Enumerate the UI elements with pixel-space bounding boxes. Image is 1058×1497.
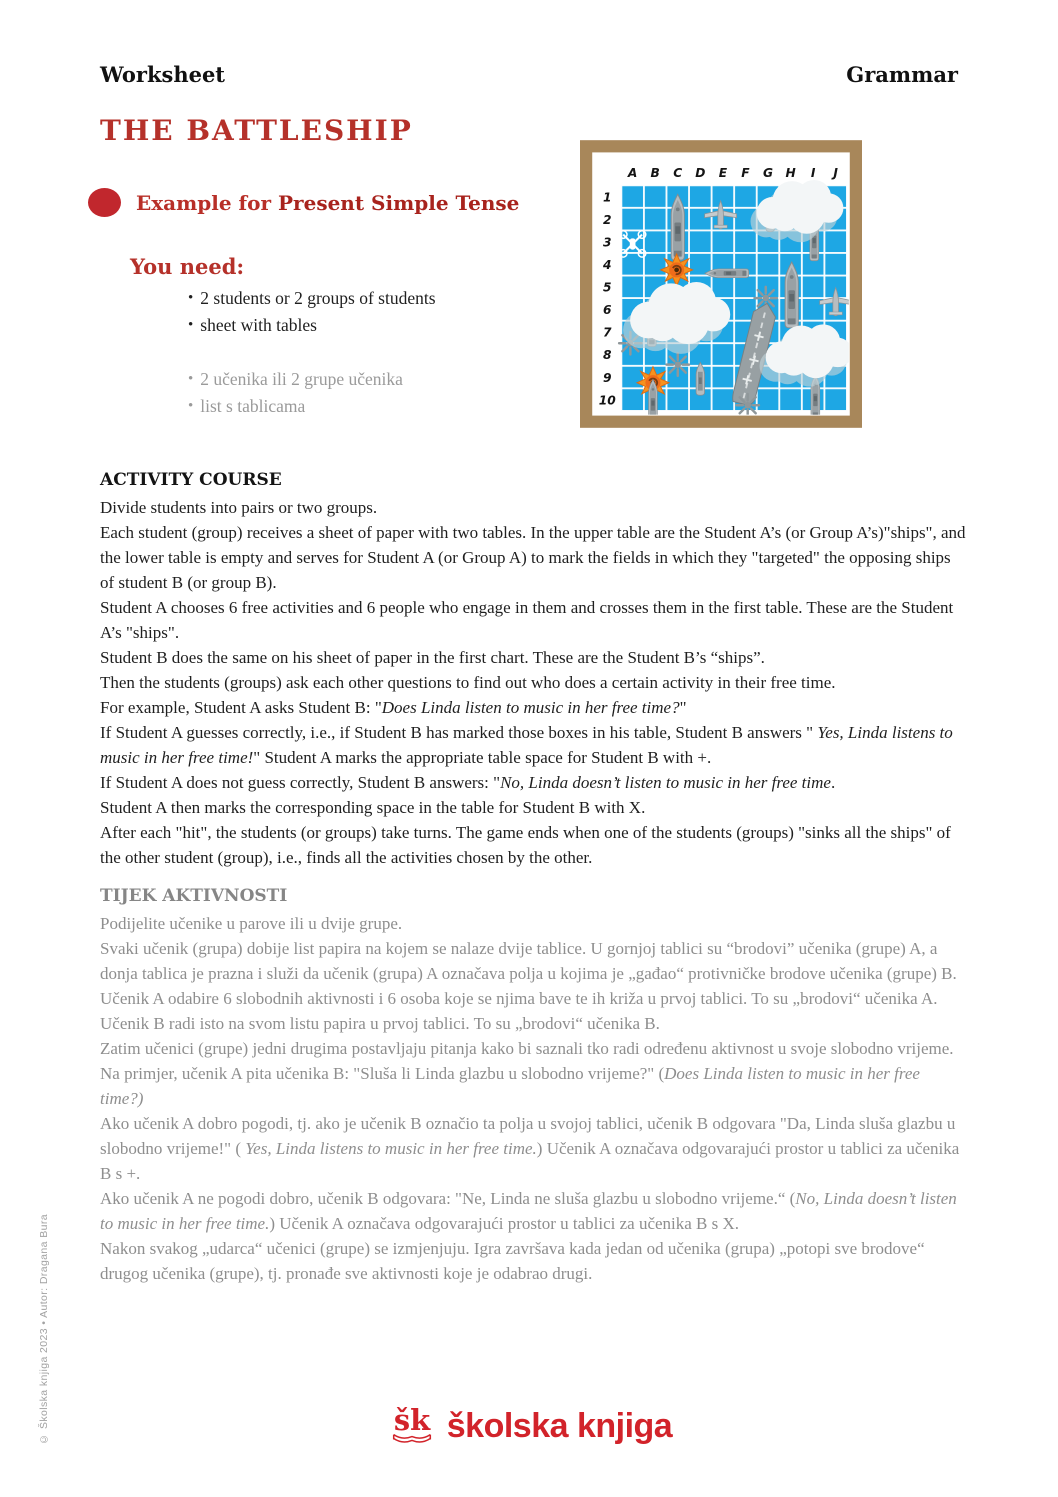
publisher-logo — [0, 1400, 1058, 1452]
you-need-list-en — [188, 285, 436, 339]
svg-text:5: 5 — [603, 280, 612, 295]
paragraph: After each "hit", the students (or groups) take turns. The game ends when one of the students (groups) "sinks all the ships" of the other student (group), i.e., finds all the activities chosen by the other. — [100, 823, 951, 867]
svg-text:B: B — [650, 165, 660, 180]
svg-text:šk: šk — [393, 1402, 430, 1437]
activity-course-section — [100, 470, 966, 870]
example-label — [136, 191, 519, 215]
paragraph: If Student A guesses correctly, i.e., if Student B has marked those boxes in his table, Student B answers " Yes, Linda listens to music in her free time!" Student A marks the appropriate table space for Student B with +. — [100, 723, 953, 767]
you-need-heading: You need: — [130, 254, 245, 279]
svg-text:A: A — [627, 165, 638, 180]
ship-icon — [671, 194, 684, 260]
paragraph: For example, Student A asks Student B: "Does Linda listen to music in her free time?" — [100, 698, 687, 717]
splash-icon — [666, 353, 689, 376]
svg-text:F: F — [741, 165, 750, 180]
svg-text:G: G — [762, 165, 774, 180]
ship-icon — [705, 269, 749, 278]
list-item: • list s tablicama — [188, 396, 306, 416]
svg-text:C: C — [673, 165, 683, 180]
example-prefix: Example for — [136, 190, 279, 215]
svg-text:2: 2 — [603, 212, 612, 227]
paragraph: Student A chooses 6 free activities and 6 people who engage in them and crosses them in the first table. These are the Student A’s "ships". — [100, 598, 954, 642]
you-need-list-hr — [188, 366, 403, 420]
doc-category-label: Grammar — [846, 62, 958, 87]
copyright-vertical-text: © Školska knjiga 2023 • Autor: Dragana Bura — [38, 1214, 50, 1445]
svg-text:E: E — [718, 165, 728, 180]
svg-text:8: 8 — [603, 348, 612, 363]
publisher-logo-text: školska knjiga — [446, 1406, 673, 1445]
svg-text:3: 3 — [603, 235, 612, 250]
paragraph: Each student (group) receives a sheet of paper with two tables. In the upper table are the Student A’s (or Group A’s)"ships", and the lower table is empty and serves for Student A (or Group A) to mark the fields in which they "targeted" the opposing ships of student B (or group B). — [100, 523, 966, 592]
example-tense: Present Simple Tense — [278, 190, 520, 215]
example-row — [88, 188, 519, 217]
paragraph: Na primjer, učenik A pita učenika B: "Sluša li Linda glazbu u slobodno vrijeme?" (Does Linda listen to music in her free time?) — [100, 1064, 920, 1108]
paragraph: Podijelite učenike u parove ili u dvije grupe. — [100, 914, 403, 933]
tijek-aktivnosti-heading: TIJEK AKTIVNOSTI — [100, 886, 288, 906]
activity-course-heading: ACTIVITY COURSE — [100, 470, 282, 490]
list-item: • 2 students or 2 groups of students — [188, 288, 436, 308]
paragraph: Ako učenik A dobro pogodi, tj. ako je učenik B označio ta polja u svojoj tablici, učenik B odgovara "Da, Linda sluša glazbu u slobodno vrijeme!" ( Yes, Linda listens to music in her free time.) Učenik A označava odgovarajući prostor u tablici za učenika B s +. — [100, 1114, 960, 1183]
svg-text:I: I — [810, 165, 816, 180]
burst-icon — [661, 254, 693, 286]
paragraph: Svaki učenik (grupa) dobije list papira na kojem se nalaze dvije tablice. U gornjoj tablici su “brodovi” učenika (grupe) A, a donja tablica je prazna i služi da učenik (grupa) A označava polja u kojima je „gađao“ protivničke brodove učenika (grupe) B. — [100, 939, 957, 983]
paragraph: Student A then marks the corresponding space in the table for Student B with X. — [100, 798, 646, 817]
paragraph: If Student A does not guess correctly, Student B answers: "No, Linda doesn’t listen to music in her free time. — [100, 773, 836, 792]
svg-text:10: 10 — [598, 393, 616, 408]
list-item: • 2 učenika ili 2 grupe učenika — [188, 369, 403, 389]
paragraph: Then the students (groups) ask each other questions to find out who does a certain activity in their free time. — [100, 673, 836, 692]
ship-icon — [785, 262, 798, 328]
svg-text:6: 6 — [603, 303, 612, 318]
tijek-aktivnosti-section — [100, 886, 966, 1286]
svg-text:7: 7 — [603, 325, 612, 340]
svg-text:J: J — [833, 165, 838, 180]
paragraph: Ako učenik A ne pogodi dobro, učenik B odgovara: "Ne, Linda ne sluša glazbu u slobodno vrijeme.“ (No, Linda doesn’t listen to music in her free time.) Učenik A označava odgovarajući prostor u tablici za učenika B s X. — [100, 1189, 957, 1233]
paragraph: Divide students into pairs or two groups. — [100, 498, 378, 517]
battleship-board-image — [580, 140, 862, 428]
tijek-aktivnosti-text — [100, 911, 966, 1286]
paragraph: Student B does the same on his sheet of paper in the first chart. These are the Student B’s “ships”. — [100, 648, 765, 667]
list-item: • sheet with tables — [188, 315, 317, 335]
page-title: THE BATTLESHIP — [100, 114, 413, 147]
paragraph: Učenik A odabire 6 slobodnih aktivnosti i 6 osoba koje se njima bave te ih križa u prvoj tablici. To su „brodovi“ učenika A. — [100, 989, 938, 1008]
svg-text:1: 1 — [603, 190, 612, 205]
svg-text:D: D — [695, 165, 706, 180]
doc-type-label: Worksheet — [100, 62, 226, 87]
paragraph: Nakon svakog „udarca“ učenici (grupe) se izmjenjuju. Igra završava kada jedan od učenika (grupa) „potopi sve brodove“ drugog učenika (grupe), tj. pronađe sve aktivnosti koje je odabrao drugi. — [100, 1239, 925, 1283]
activity-course-text — [100, 495, 966, 870]
publisher-logo-mark-icon — [386, 1400, 438, 1452]
paragraph: Zatim učenici (grupe) jedni drugima postavljaju pitanja kako bi saznali tko radi određenu aktivnost u svoje slobodno vrijeme. — [100, 1039, 954, 1058]
paragraph: Učenik B radi isto na svom listu papira u prvoj tablici. To su „brodovi“ učenika B. — [100, 1014, 660, 1033]
svg-text:H: H — [785, 165, 796, 180]
svg-text:4: 4 — [603, 257, 612, 272]
svg-text:9: 9 — [603, 370, 612, 385]
splash-icon — [736, 394, 759, 417]
red-dot-icon — [88, 188, 121, 217]
